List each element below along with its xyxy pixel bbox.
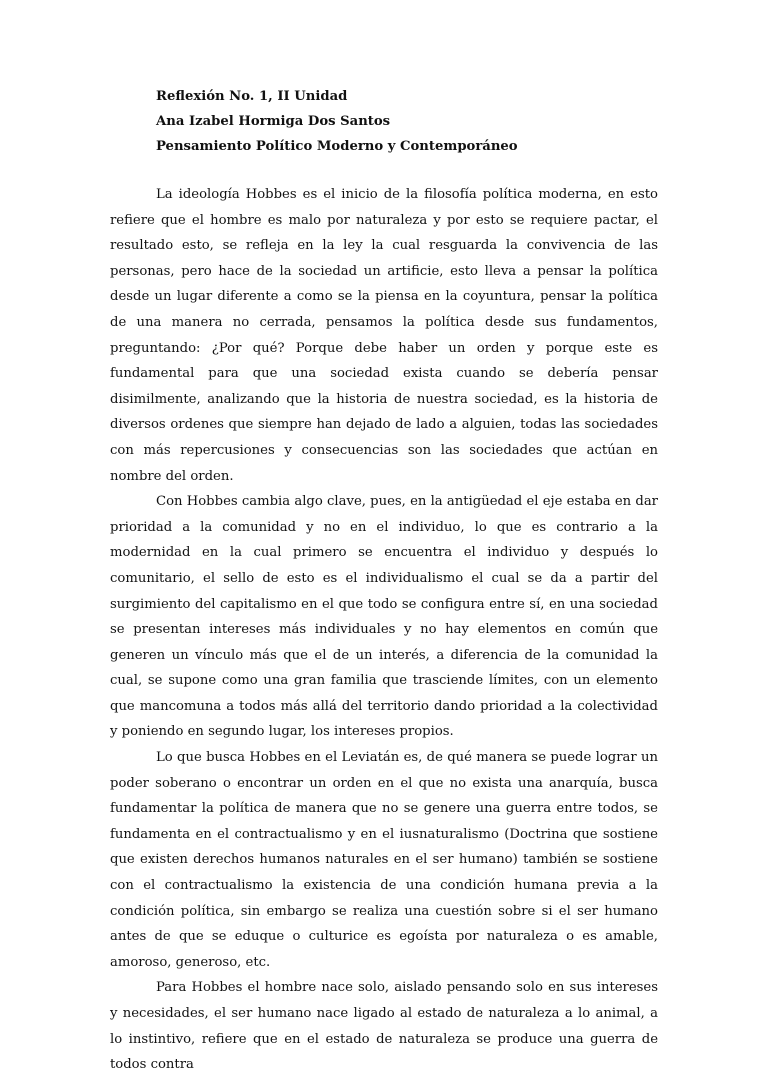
document-body bbox=[110, 182, 658, 1078]
paragraph-2: Con Hobbes cambia algo clave, pues, en la antigüedad el eje estaba en dar prioridad a la comunidad y no en el individuo, lo que es contrario a la modernidad en la cual primero se encuentra el individuo y después lo comunitario, el sello de esto es el individualismo el cual se da a partir del surgimiento del capitalismo en el que todo se configura entre sí, en una sociedad se presentan intereses más individuales y no hay elementos en común que generen un vínculo más que el de un interés, a diferencia de la comunidad la cual, se supone como una gran familia que trasciende límites, con un elemento que mancomuna a todos más allá del territorio dando prioridad a la colectividad y poniendo en segundo lugar, los intereses propios. bbox=[110, 494, 658, 740]
author-name: Ana Izabel Hormiga Dos Santos bbox=[156, 114, 391, 129]
reflection-title: Reflexión No. 1, II Unidad bbox=[156, 89, 348, 104]
document-header bbox=[156, 84, 716, 159]
paragraph-1: La ideología Hobbes es el inicio de la filosofía política moderna, en esto refiere que el hombre es malo por naturaleza y por esto se requiere pactar, el resultado esto, se refleja en la ley la cual resguarda la convivencia de las personas, pero hace de la sociedad un artificie, esto lleva a pensar la política desde un lugar diferente a como se la piensa en la coyuntura, pensar la política de una manera no cerrada, pensamos la política desde sus fundamentos, preguntando: ¿Por qué? Porque debe haber un orden y porque este es fundamental para que una sociedad exista cuando se debería pensar disimilmente, analizando que la historia de nuestra sociedad, es la historia de diversos ordenes que siempre han dejado de lado a alguien, todas las sociedades con más repercusiones y consecuencias son las sociedades que actúan en nombre del orden. bbox=[110, 187, 658, 484]
paragraph-3: Lo que busca Hobbes en el Leviatán es, de qué manera se puede lograr un poder soberano o encontrar un orden en el que no exista una anarquía, busca fundamentar la política de manera que no se genere una guerra entre todos, se fundamenta en el contractualismo y en el iusnaturalismo (Doctrina que sostiene que existen derechos humanos naturales en el ser humano) también se sostiene con el contractualismo la existencia de una condición humana previa a la condición política, sin embargo se realiza una cuestión sobre si el ser humano antes de que se eduque o culturice es egoísta por naturaleza o es amable, amoroso, generoso, etc. bbox=[110, 750, 658, 970]
paragraph-4: Para Hobbes el hombre nace solo, aislado pensando solo en sus intereses y necesidades, el ser humano nace ligado al estado de naturaleza a lo animal, a lo instintivo, refiere que en el estado de naturaleza se produce una guerra de todos contra bbox=[110, 980, 658, 1073]
course-name: Pensamiento Político Moderno y Contemporáneo bbox=[156, 139, 518, 154]
